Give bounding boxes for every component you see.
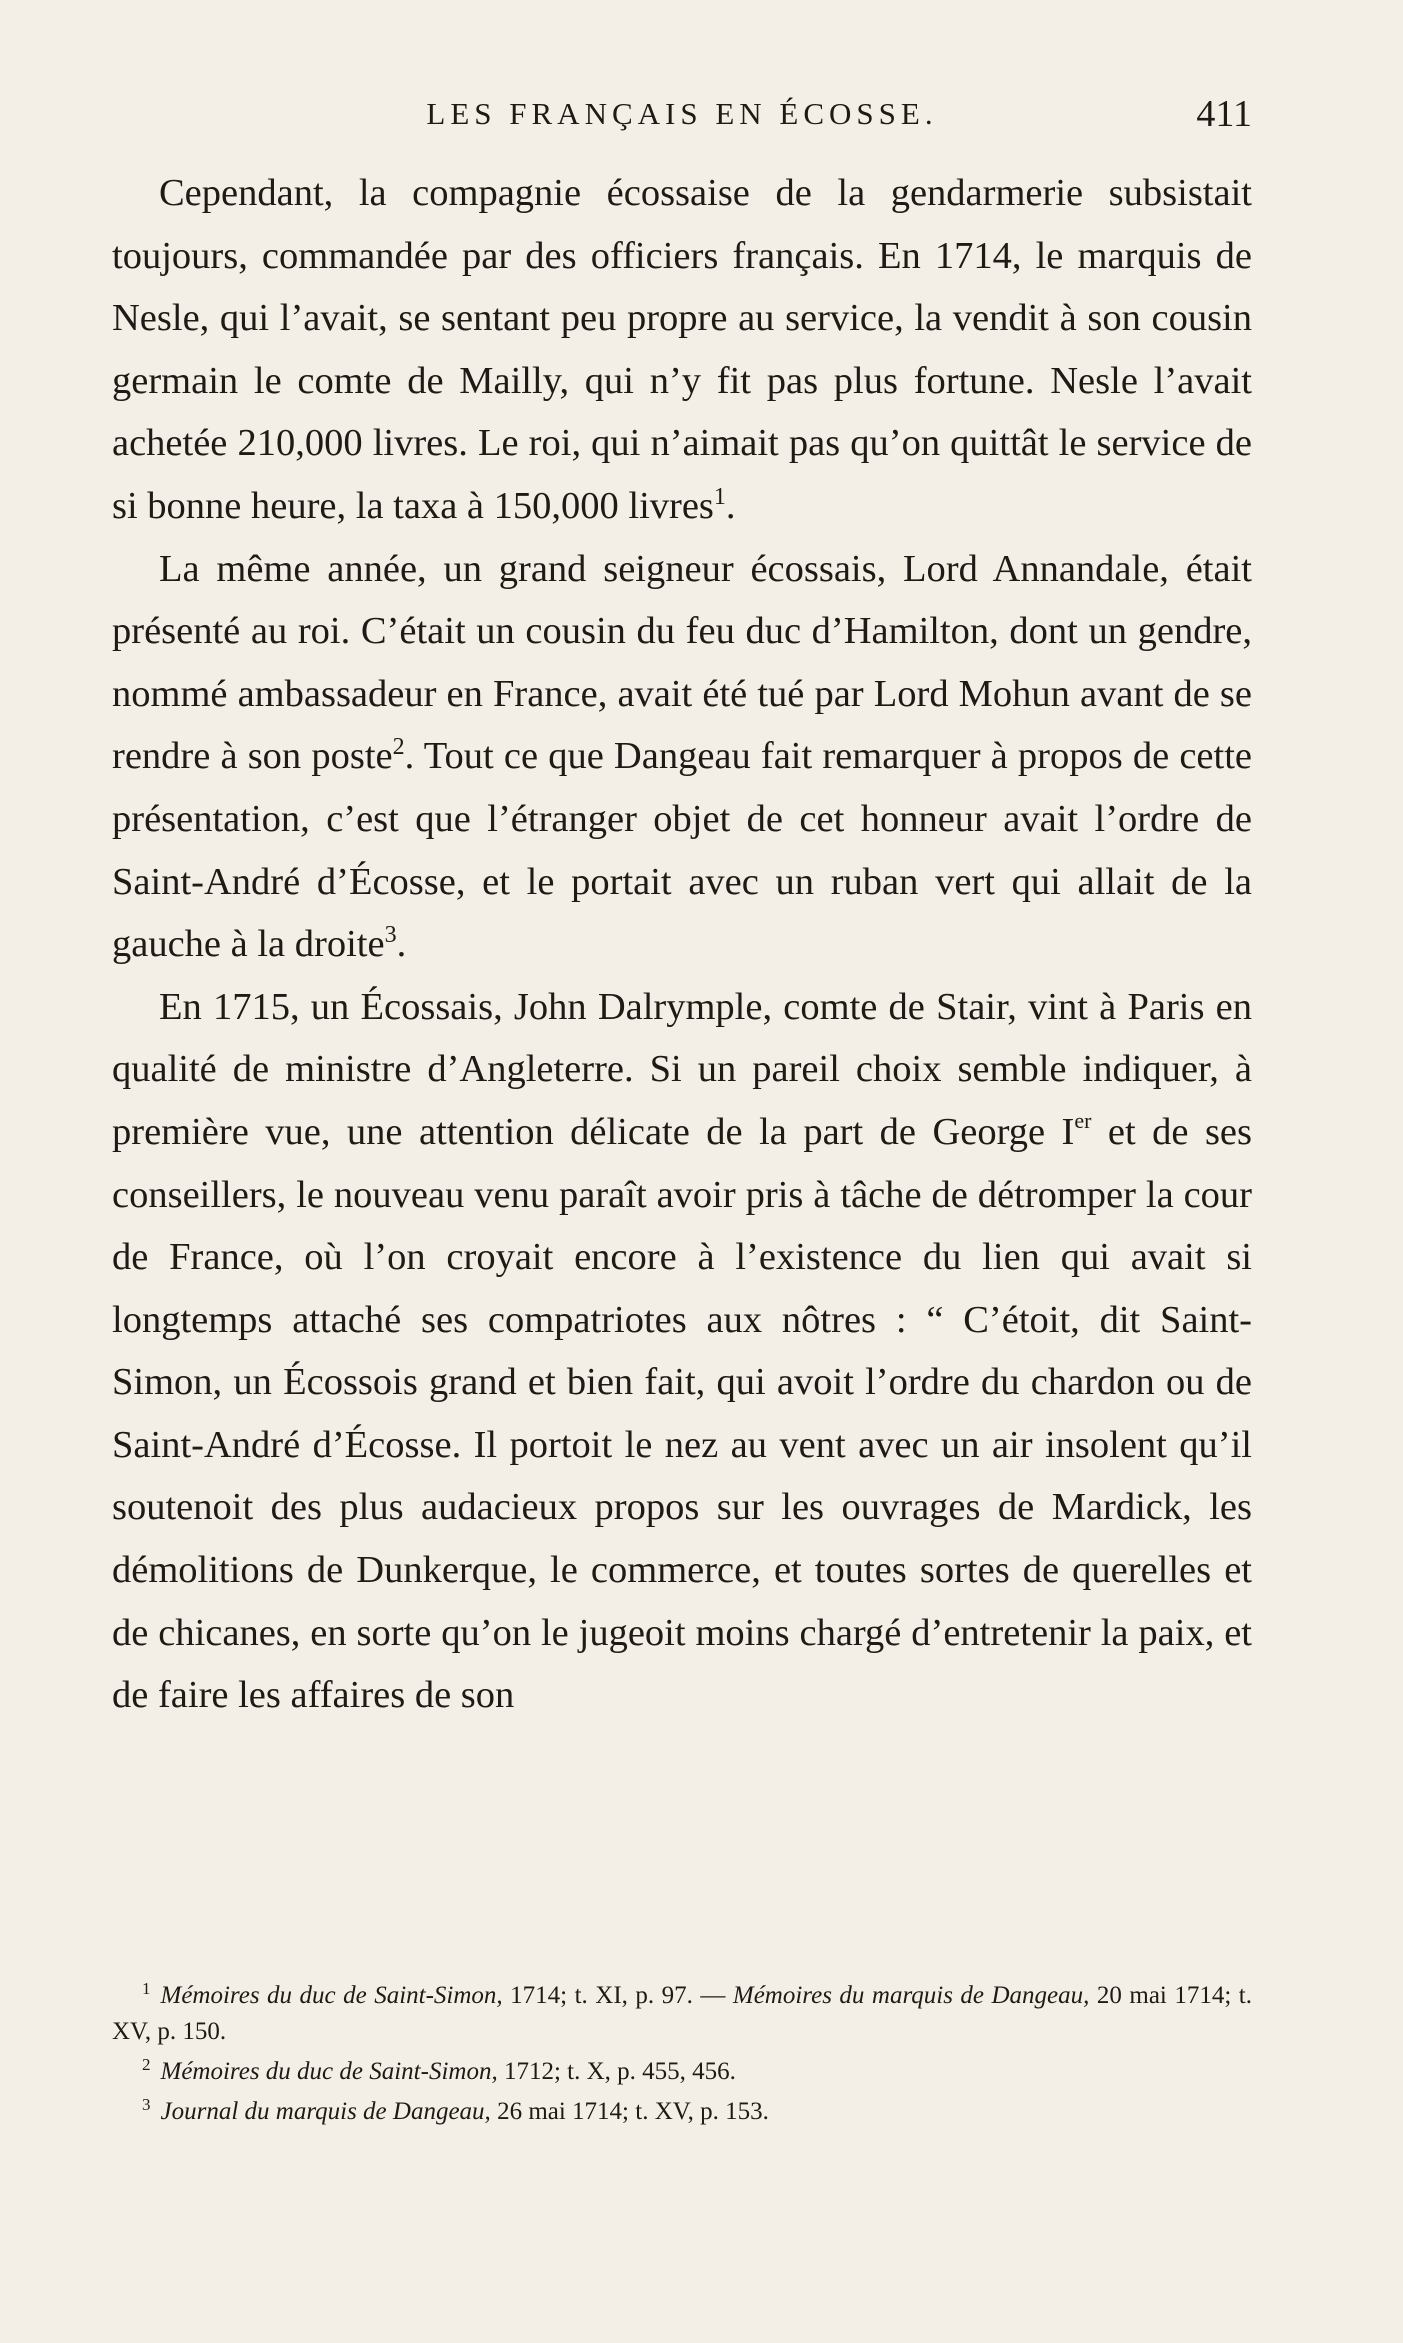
- footnote-text: 20 mai 1714; t. XV, p. 150.: [112, 1982, 1252, 2045]
- ordinal-superscript: er: [1074, 1107, 1092, 1133]
- paragraph-2-end: .: [396, 923, 407, 966]
- page-number: 411: [1196, 93, 1252, 135]
- footnote-number: 1: [142, 1979, 151, 1998]
- footnote-ref-3: 3: [384, 922, 397, 949]
- running-head: [112, 92, 1252, 142]
- footnote-1: [112, 1978, 1252, 2050]
- footnote-text: 1714; t. XI, p. 97. —: [502, 1982, 733, 2009]
- paragraph-1: [112, 162, 1252, 538]
- footnote-title: Mémoires du duc de Saint-Simon,: [160, 1982, 503, 2009]
- footnote-text: 26 mai 1714; t. XV, p. 153.: [490, 2098, 769, 2125]
- paragraph-2: [112, 538, 1252, 976]
- paragraph-3: [112, 976, 1252, 1727]
- footnote-number: 2: [142, 2055, 151, 2074]
- running-title: LES FRANÇAIS EN ÉCOSSE.: [426, 96, 938, 131]
- footnote-title: Mémoires du duc de Saint-Simon,: [160, 2058, 498, 2085]
- paragraph-2-text-a: La même année, un grand seigneur écossais, Lord Annandale, était présenté au roi. C’était un cousin du feu duc d’Hamilton, dont un gendre, nommé ambassadeur en France, avait été tué par Lord Mohun avant de se rendre à son poste: [112, 547, 1252, 778]
- footnote-title: Journal du marquis de Dangeau,: [160, 2098, 491, 2125]
- paragraph-3-text-b: et de ses conseillers, le nouveau venu paraît avoir pris à tâche de détromper la cour de France, où l’on croyait encore à l’existence du lien qui avait si longtemps attaché ses compatriotes aux nôtres : “ C’étoit, dit Saint-Simon, un Écossois grand et bien fait, qui avoit l’ordre du chardon ou de Saint-André d’Écosse. Il portoit le nez au vent avec un air insolent qu’il soutenoit des plus audacieux propos sur les ouvrages de Mardick, les démolitions de Dunkerque, le commerce, et toutes sortes de querelles et de chicanes, en sorte qu’on le jugeoit moins chargé d’entretenir la paix, et de faire les affaires de son: [112, 1110, 1252, 1717]
- footnote-number: 3: [142, 2095, 151, 2114]
- footnote-2: [112, 2054, 1252, 2090]
- body-text: [112, 162, 1252, 1727]
- paragraph-3-text-a: En 1715, un Écossais, John Dalrymple, comte de Stair, vint à Paris en qualité de ministre d’Angleterre. Si un pareil choix semble indiquer, à première vue, une attention délicate de la part de George I: [112, 985, 1252, 1153]
- footnote-ref-1: 1: [713, 483, 726, 510]
- footnotes: [112, 1978, 1252, 2134]
- footnote-text: 1712; t. X, p. 455, 456.: [497, 2058, 736, 2085]
- footnote-title: Mémoires du marquis de Dangeau,: [732, 1982, 1090, 2009]
- footnote-3: [112, 2094, 1252, 2130]
- paragraph-1-end: .: [725, 484, 736, 527]
- paragraph-2-text-b: . Tout ce que Dangeau fait remarquer à propos de cette présentation, c’est que l’étranger objet de cet honneur avait l’ordre de Saint-André d’Écosse, et le portait avec un ruban vert qui allait de la gauche à la droite: [112, 735, 1252, 966]
- paragraph-1-text: Cependant, la compagnie écossaise de la gendarmerie subsistait toujours, commandée par des officiers français. En 1714, le marquis de Nesle, qui l’avait, se sentant peu propre au service, la vendit à son cousin germain le comte de Mailly, qui n’y fit pas plus fortune. Nesle l’avait achetée 210,000 livres. Le roi, qui n’aimait pas qu’on quittât le service de si bonne heure, la taxa à 150,000 livres: [112, 172, 1252, 527]
- footnote-ref-2: 2: [392, 734, 405, 761]
